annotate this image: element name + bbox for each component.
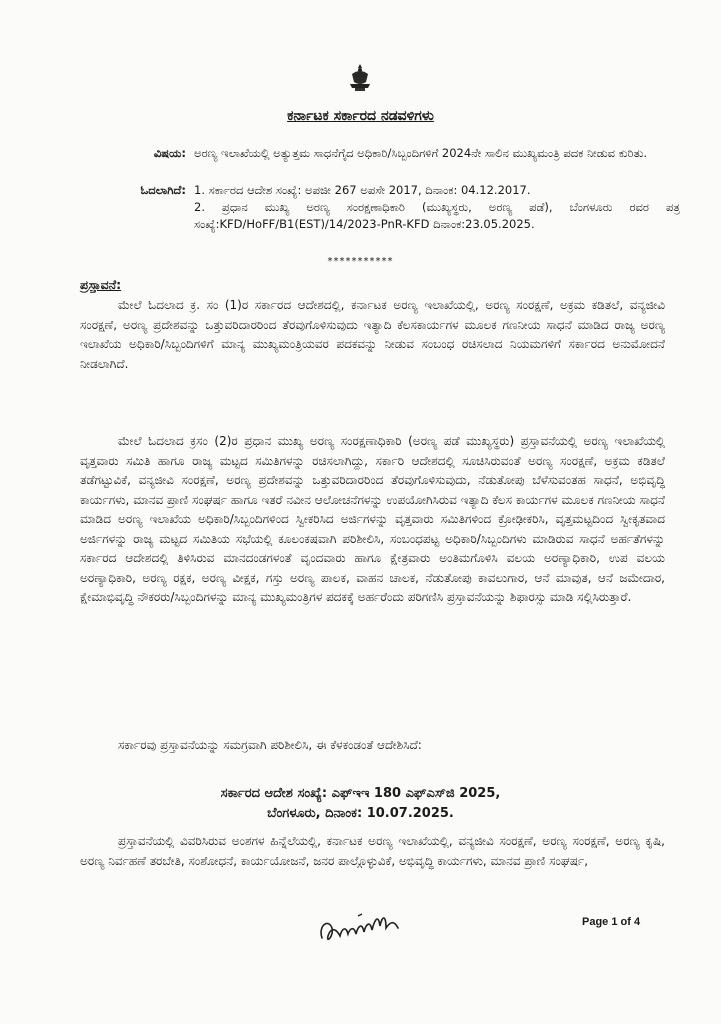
reference-item-1: 1. ಸರ್ಕಾರದ ಆದೇಶ ಸಂಖ್ಯೆ: ಅಪಜೀ 267 ಅಪಸೇ 2017, ದಿನಾಂಕ: 04.12.2017.: [194, 183, 531, 197]
order-number-block: [0, 784, 721, 824]
order-number-line: ಸರ್ಕಾರದ ಆದೇಶ ಸಂಖ್ಯೆ: ಎಫ್‌ಇಇ 180 ಎಫ್‌ಎಸ್‌ಜಿ 2025,: [220, 786, 501, 801]
preamble-paragraph-3: ಸರ್ಕಾರವು ಪ್ರಸ್ತಾವನೆಯನ್ನು ಸಮಗ್ರವಾಗಿ ಪರಿಶೀಲಿಸಿ, ಈ ಕೆಳಕಂಡಂತೆ ಆದೇಶಿಸಿದೆ:: [118, 738, 422, 752]
subject-label: ವಿಷಯ:: [153, 146, 186, 160]
document-title: ಕರ್ನಾಟಕ ಸರ್ಕಾರದ ನಡವಳಿಗಳು: [287, 108, 434, 124]
order-paragraph: ಪ್ರಸ್ತಾವನೆಯಲ್ಲಿ ವಿವರಿಸಿರುವ ಅಂಶಗಳ ಹಿನ್ನೆಲೆಯಲ್ಲಿ, ಕರ್ನಾಟಕ ಅರಣ್ಯ ಇಲಾಖೆಯಲ್ಲಿ, ವನ್ಯಜೀವಿ ಸಂರಕ್ಷಣೆ, ಅರಣ್ಯ ಸಂರಕ್ಷಣೆ, ಅರಣ್ಯ ಕೃಷಿ, ಅರಣ್ಯ ನಿರ್ವಹಣೆ ತರಬೇತಿ, ಸಂಶೋಧನೆ, ಕಾರ್ಯಯೋಜನೆ, ಜನರ ಪಾಲ್ಗೊಳ್ಳುವಿಕೆ, ಅಭಿವೃದ್ಧಿ ಕಾರ್ಯಗಳು, ಮಾನವ ಪ್ರಾಣಿ ಸಂಘರ್ಷ,: [80, 834, 665, 868]
handwritten-signature-icon: [314, 906, 410, 950]
references-label: ಓದಲಾಗಿದೆ:: [140, 183, 186, 197]
karnataka-emblem-icon: [346, 62, 374, 92]
preamble-paragraph-1: ಮೇಲೆ ಓದಲಾದ ಕ್ರ. ಸಂ (1)ರ ಸರ್ಕಾರದ ಆದೇಶದಲ್ಲಿ, ಕರ್ನಾಟಕ ಅರಣ್ಯ ಇಲಾಖೆಯಲ್ಲಿ, ಅರಣ್ಯ ಸಂರಕ್ಷಣೆ, ಅಕ್ರಮ ಕಡಿತಲೆ, ವನ್ಯಜೀವಿ ಸಂರಕ್ಷಣೆ, ಅರಣ್ಯ ಪ್ರದೇಶವನ್ನು ಒತ್ತುವರಿದಾರರಿಂದ ತೆರವುಗೊಳಿಸುವುದು ಇತ್ಯಾದಿ ಕೆಲಸಕಾರ್ಯಗಳ ಮೂಲಕ ಗಣನೀಯ ಸಾಧನೆ ಮಾಡಿದ ರಾಜ್ಯ ಅರಣ್ಯ ಇಲಾಖೆಯ ಅಧಿಕಾರಿ/ಸಿಬ್ಬಂದಿಗಳಿಗೆ ಮಾನ್ಯ ಮುಖ್ಯಮಂತ್ರಿಯವರ ಪದಕವನ್ನು ನೀಡುವ ಸಂಬಂಧ ರಚಿಸಲಾದ ನಿಯಮಗಳಿಗೆ ಸರ್ಕಾರದ ಅನುಮೋದನೆ ನೀಡಲಾಗಿದೆ.: [80, 298, 665, 371]
reference-item-2: 2. ಪ್ರಧಾನ ಮುಖ್ಯ ಅರಣ್ಯ ಸಂರಕ್ಷಣಾಧಿಕಾರಿ (ಮುಖ್ಯಸ್ಥರು, ಅರಣ್ಯ ಪಡೆ), ಬೆಂಗಳೂರು ರವರ ಪತ್ರ ಸಂಖ್ಯೆ:KFD/HoFF/B1(EST)/14/2023-PnR-KFD ದಿನಾಂಕ:23.05.2025.: [194, 200, 680, 231]
page-number: Page 1 of 4: [582, 916, 641, 928]
order-place-date-line: ಬೆಂಗಳೂರು, ದಿನಾಂಕ: 10.07.2025.: [267, 806, 454, 821]
preamble-paragraph-2: ಮೇಲೆ ಓದಲಾದ ಕ್ರಸಂ (2)ರ ಪ್ರಧಾನ ಮುಖ್ಯ ಅರಣ್ಯ ಸಂರಕ್ಷಣಾಧಿಕಾರಿ (ಅರಣ್ಯ ಪಡೆ ಮುಖ್ಯಸ್ಥರು) ಪ್ರಸ್ತಾವನೆಯಲ್ಲಿ ಅರಣ್ಯ ಇಲಾಖೆಯಲ್ಲಿ ವೃತ್ತವಾರು ಸಮಿತಿ ಹಾಗೂ ರಾಜ್ಯ ಮಟ್ಟದ ಸಮಿತಿಗಳನ್ನು ರಚಿಸಲಾಗಿದ್ದು, ಸರ್ಕಾರಿ ಆದೇಶದಲ್ಲಿ ಸೂಚಿಸಿರುವಂತೆ ಅರಣ್ಯ ಸಂರಕ್ಷಣೆ, ಅಕ್ರಮ ಕಡಿತಲೆ ತಡೆಗಟ್ಟುವಿಕೆ, ವನ್ಯಜೀವಿ ಸಂರಕ್ಷಣೆ, ಅರಣ್ಯ ಪ್ರದೇಶವನ್ನು ಒತ್ತುವರಿದಾರರಿಂದ ತೆರವುಗೊಳಿಸುವುದು, ನೆಡುತೋಪು ಬೆಳೆಸುವಂತಹ ಸಾಧನೆ, ಅಭಿವೃದ್ಧಿ ಕಾರ್ಯಗಳು, ಮಾನವ ಪ್ರಾಣಿ ಸಂಘರ್ಷ ಹಾಗೂ ಇತರೆ ನವೀನ ಆಲೋಚನೆಗಳನ್ನು ಉಪಯೋಗಿಸಿರುವ ಇತ್ಯಾದಿ ಕೆಲಸ ಕಾರ್ಯಗಳ ಮೂಲಕ ಗಣನೀಯ ಸಾಧನೆ ಮಾಡಿದ ಅರಣ್ಯ ಇಲಾಖೆಯ ಅಧಿಕಾರಿ/ಸಿಬ್ಬಂದಿಗಳಿಂದ ಸ್ವೀಕರಿಸಿದ ಅರ್ಜಿಗಳನ್ನು ವೃತ್ತವಾರು ಸಮಿತಿಗಳಿಂದ ಕ್ರೋಢೀಕರಿಸಿ, ವೃತ್ತಮಟ್ಟದಿಂದ ಸ್ವೀಕೃತವಾದ ಅರ್ಜಿಗಳನ್ನು ರಾಜ್ಯ ಮಟ್ಟದ ಸಮಿತಿಯ ಸಭೆಯಲ್ಲಿ ಕೂಲಂಕಷವಾಗಿ ಪರಿಶೀಲಿಸಿ, ಸಂಬಂಧಪಟ್ಟ ಅಧಿಕಾರಿ/ಸಿಬ್ಬಂದಿಗಳು ಮಾಡಿರುವ ಸಾಧನೆ ಅರ್ಹತೆಗಳನ್ನು ಸರ್ಕಾರದ ಆದೇಶದಲ್ಲಿ ತಿಳಿಸಿರುವ ಮಾನದಂಡಗಳಂತೆ ವೃಂದವಾರು ಹಾಗೂ ಕ್ಷೇತ್ರವಾರು ಅಂತಿಮಗೊಳಿಸಿ ವಲಯ ಅರಣ್ಯಾಧಿಕಾರಿ, ಉಪ ವಲಯ ಅರಣ್ಯಾಧಿಕಾರಿ, ಅರಣ್ಯ ರಕ್ಷಕ, ಅರಣ್ಯ ವೀಕ್ಷಕ, ಗಸ್ತು ಅರಣ್ಯ ಪಾಲಕ, ವಾಹನ ಚಾಲಕ, ನೆಡುತೋಪು ಕಾವಲುಗಾರ, ಆನೆ ಮಾವುತ, ಆನೆ ಜಮೇದಾರ, ಕ್ಷೇಮಾಭಿವೃದ್ಧಿ ನೌಕರರು/ಸಿಬ್ಬಂದಿಗಳನ್ನು ಮಾನ್ಯ ಮುಖ್ಯಮಂತ್ರಿಗಳ ಪದಕಕ್ಕೆ ಅರ್ಹರೆಂದು ಪರಿಗಣಿಸಿ ಪ್ರಸ್ತಾವನೆಯನ್ನು ಶಿಫಾರಸ್ಸು ಮಾಡಿ ಸಲ್ಲಿಸಿರುತ್ತಾರೆ.: [80, 434, 665, 604]
subject-block: [108, 145, 680, 162]
preamble-heading: ಪ್ರಸ್ತಾವನೆ:: [80, 277, 122, 292]
separator-stars: ***********: [327, 256, 394, 267]
subject-text: ಅರಣ್ಯ ಇಲಾಖೆಯಲ್ಲಿ ಅತ್ಯುತ್ತಮ ಸಾಧನೆಗೈದ ಅಧಿಕಾರಿ/ಸಿಬ್ಬಂದಿಗಳಿಗೆ 2024ನೇ ಸಾಲಿನ ಮುಖ್ಯಮಂತ್ರಿ ಪದಕ ನೀಡುವ ಕುರಿತು.: [194, 146, 648, 160]
references-block: [108, 182, 680, 233]
